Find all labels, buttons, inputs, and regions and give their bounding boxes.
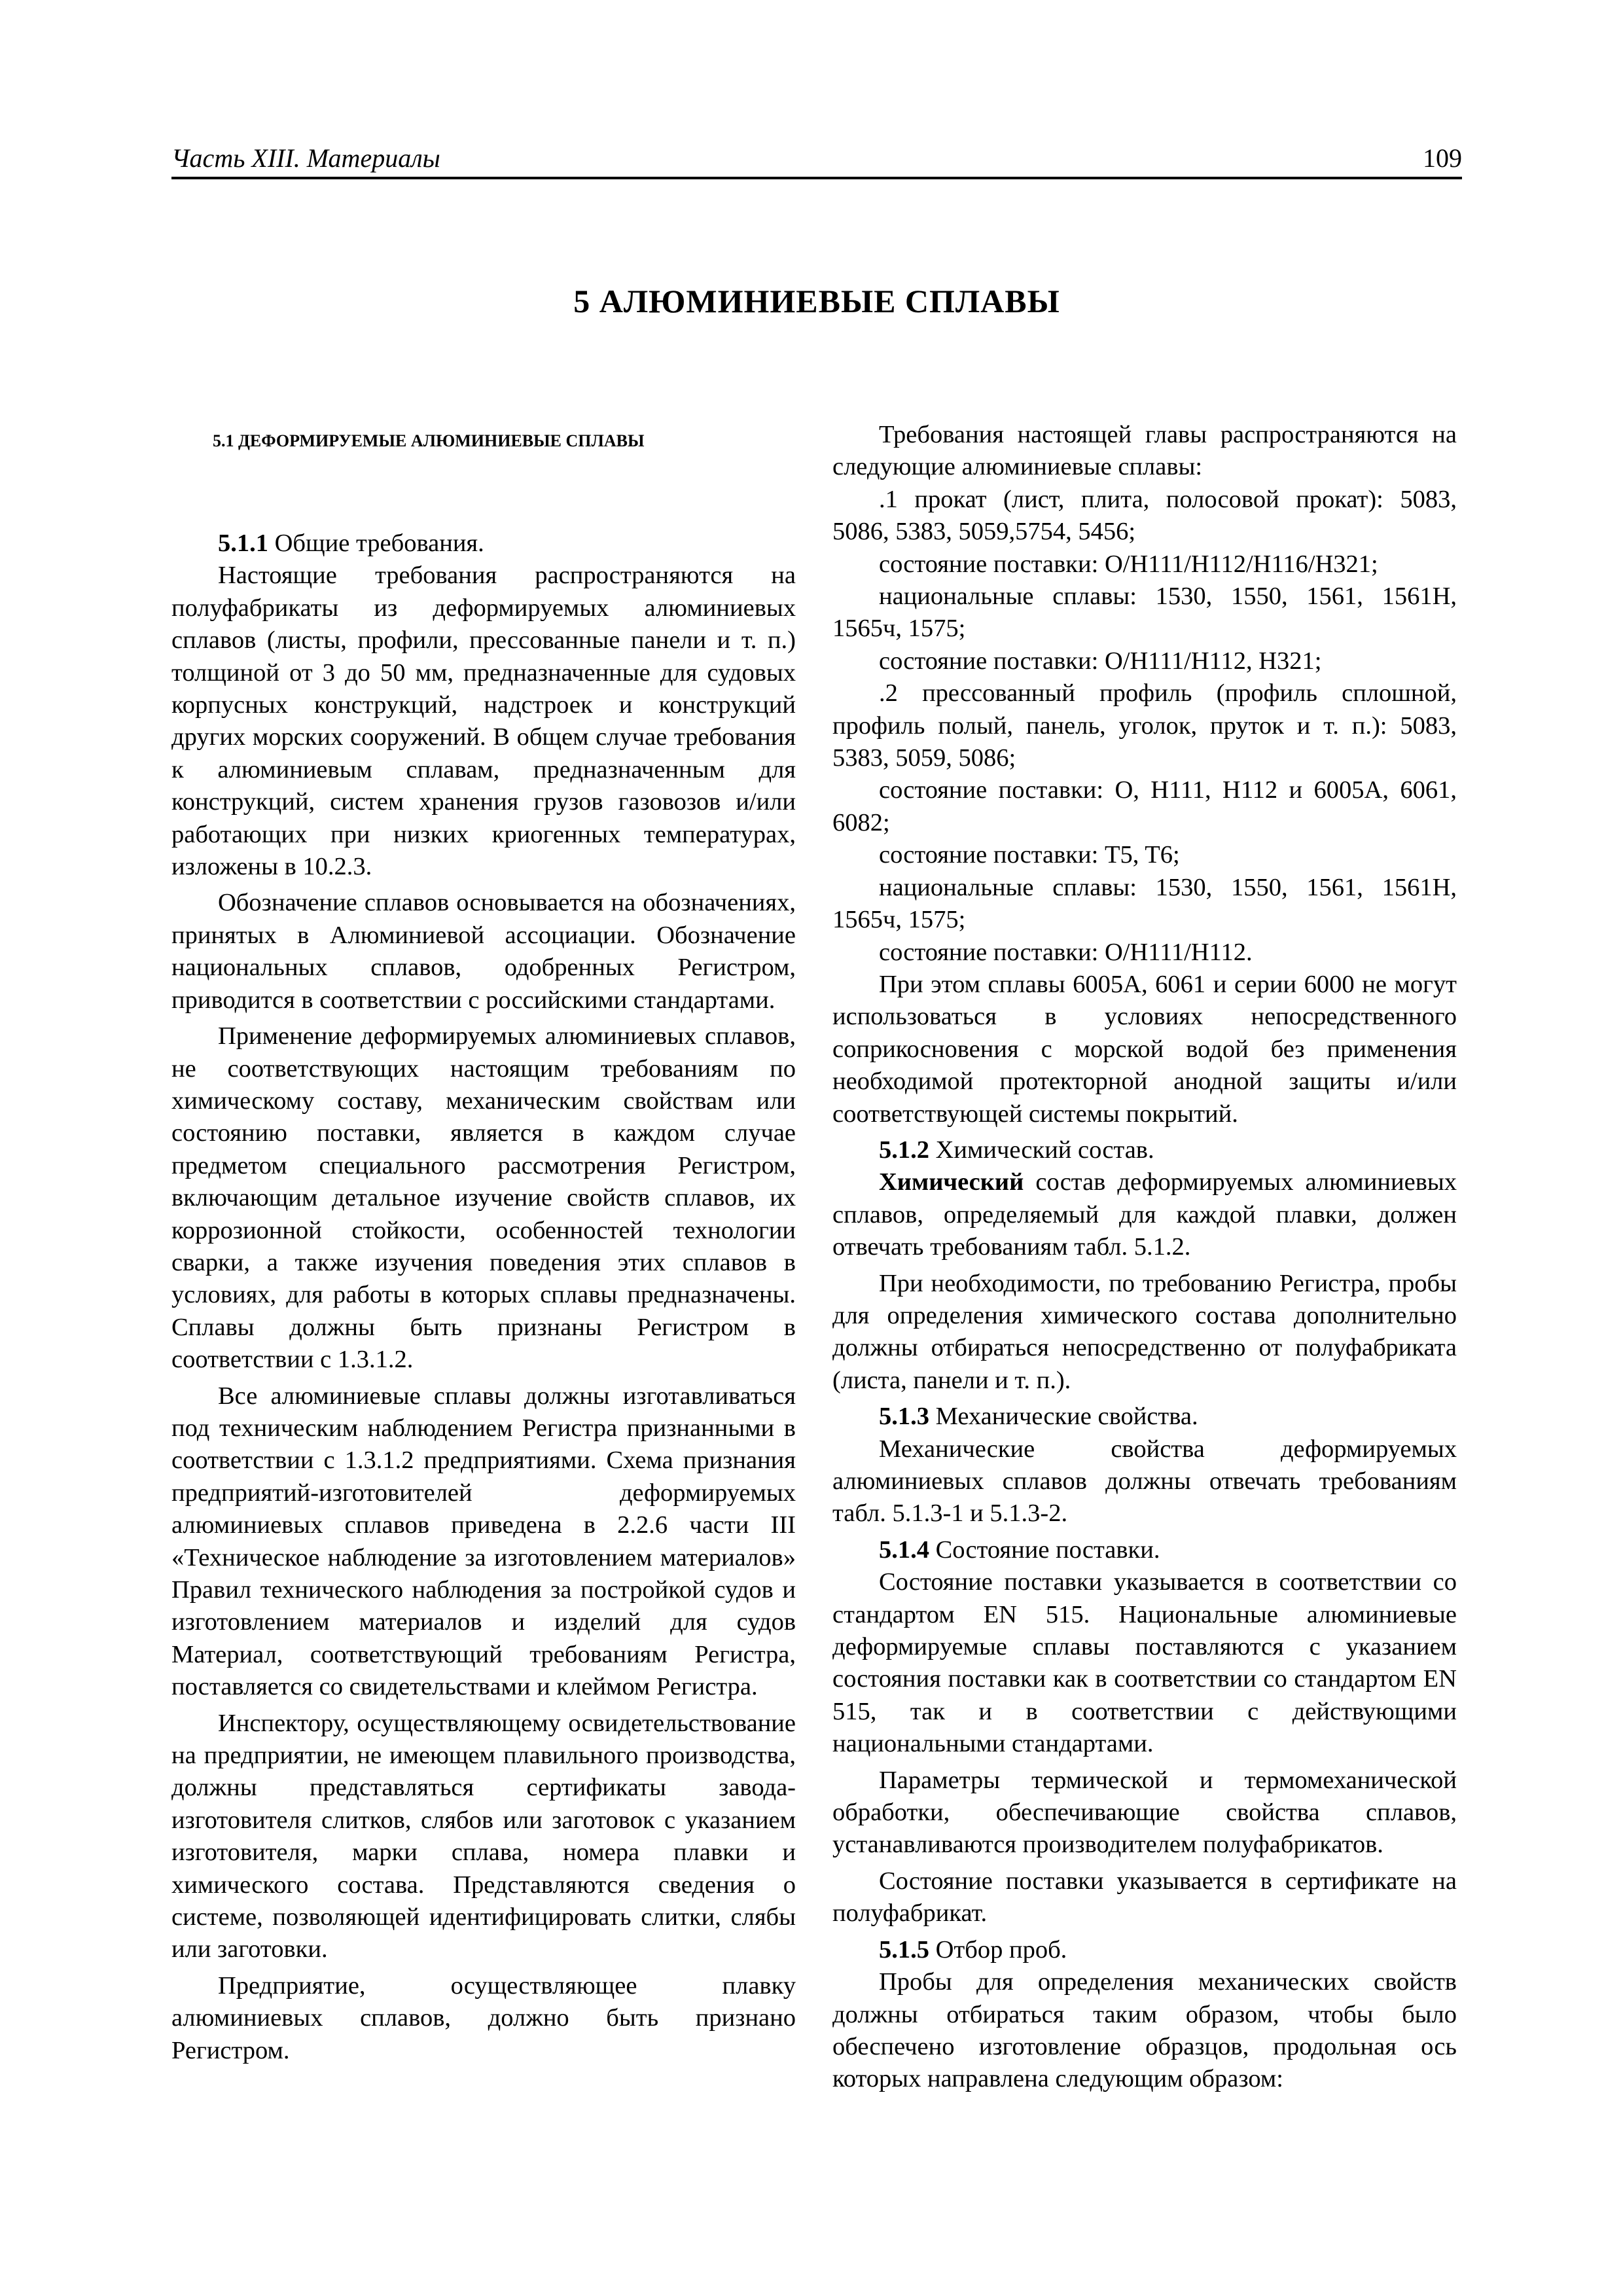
- subsection-number: 5.1.1: [218, 529, 268, 557]
- paragraph: При необходимости, по требованию Регистра, пробы для определения химического состава дополнительно должны отбираться непосредственно от полуфабриката (листа, панели и т. п.).: [832, 1269, 1457, 1394]
- paragraph: Состояние поставки указывается в сертификате на полуфабрикат.: [832, 1867, 1457, 1928]
- chapter-title: 5 АЛЮМИНИЕВЫЕ СПЛАВЫ: [573, 283, 1060, 319]
- subsection-heading: [832, 1934, 1457, 1966]
- right-column: [832, 419, 1457, 2100]
- paragraph: Применение деформируемых алюминиевых сплавов, не соответствующих настоящим требованиям по химическому составу, механическим свойствам или состоянию поставки, является в каждом случае предметом специального рассмотрения Регистром, включающим детальное изучение свойств сплавов, их коррозионной стойкости, особенностей технологии сварки, а также изучения поведения этих сплавов в условиях, для работы в которых сплавы предназначены. Сплавы должны быть признаны Регистром в соответствии с 1.3.1.2.: [171, 1022, 796, 1374]
- paragraph: Состояние поставки указывается в соответствии со стандартом EN 515. Национальные алюминиевые деформируемые сплавы поставляются с указанием состояния поставки как в соответствии со стандартом EN 515, так и в соответствии с действующими национальными стандартами.: [832, 1568, 1457, 1758]
- paragraph: Предприятие, осуществляющее плавку алюминиевых сплавов, должно быть признано Регистром.: [171, 1971, 796, 2064]
- page-number: 109: [1423, 143, 1462, 173]
- subsection-heading: [171, 528, 796, 560]
- running-title: Часть XIII. Материалы: [171, 143, 440, 173]
- subsection-number: 5.1.5: [879, 1935, 929, 1964]
- paragraph: Настоящие требования распространяются на полуфабрикаты из деформируемых алюминиевых сплавов (листы, профили, прессованные панели и т. п.) толщиной от 3 до 50 мм, предназначенные для судовых корпусных конструкций, надстроек и конструкций других морских сооружений. В общем случае требования к алюминиевым сплавам, предназначенным для конструкций, систем хранения грузов газовозов и/или работающих при низких криогенных температурах, изложены в 10.2.3.: [171, 562, 796, 881]
- list-line: .2 прессованный профиль (профиль сплошной, профиль полый, панель, уголок, пруток и т. п.): 5083, 5383, 5059, 5086;: [832, 679, 1457, 772]
- running-header: [171, 143, 1462, 179]
- list-line: состояние поставки: O/H111/H112/H116/H321;: [879, 550, 1378, 578]
- list-line: .1 прокат (лист, плита, полосовой прокат): 5083, 5086, 5383, 5059,5754, 5456;: [832, 485, 1457, 546]
- subsection-number: 5.1.3: [879, 1403, 929, 1431]
- list-line: состояние поставки: O/H111/H112, H321;: [879, 647, 1322, 675]
- list-line: национальные сплавы: 1530, 1550, 1561, 1561Н, 1565ч, 1575;: [832, 583, 1457, 643]
- list-line: национальные сплавы: 1530, 1550, 1561, 1561Н, 1565ч, 1575;: [832, 873, 1457, 934]
- subsection-number: 5.1.2: [879, 1136, 929, 1164]
- left-column: [171, 419, 796, 2071]
- paragraph-text: состав деформируемых алюминиевых сплавов, определяемый для каждой плавки, должен отвечать требованиям табл. 5.1.2.: [832, 1168, 1457, 1261]
- paragraph: Все алюминиевые сплавы должны изготавливаться под техническим наблюдением Регистра признанными в соответствии с 1.3.1.2 предприятиями. Схема признания предприятий-изготовителей деформируемых алюминиевых сплавов приведена в 2.2.6 части III «Техническое наблюдение за изготовлением материалов» Правил технического наблюдения за постройкой судов и изготовлением материалов и изделий для судов Материал, соответствующий требованиям Регистра, поставляется со свидетельствами и клеймом Регистра.: [171, 1382, 796, 1701]
- subsection-title: Состояние поставки.: [929, 1535, 1160, 1564]
- paragraph: [832, 1166, 1457, 1263]
- list-line: состояние поставки: O/H111/H112.: [879, 938, 1253, 966]
- subsection-number: 5.1.4: [879, 1535, 929, 1564]
- subsection-title: Механические свойства.: [929, 1403, 1198, 1431]
- list-line: состояние поставки: T5, T6;: [879, 841, 1180, 869]
- subsection-title: Общие требования.: [268, 529, 484, 557]
- section-title: 5.1 ДЕФОРМИРУЕМЫЕ АЛЮМИНИЕВЫЕ СПЛАВЫ: [213, 431, 645, 450]
- subsection-heading: [832, 1534, 1457, 1566]
- subsection-title: Отбор проб.: [929, 1935, 1067, 1964]
- subsection-heading: [832, 1134, 1457, 1166]
- paragraph: Требования настоящей главы распространяются на следующие алюминиевые сплавы:: [832, 421, 1457, 481]
- subsection-heading: [832, 1401, 1457, 1433]
- subsection-title: Химический состав.: [929, 1136, 1154, 1164]
- bold-lead-word: Химический: [879, 1168, 1024, 1196]
- paragraph: Пробы для определения механических свойств должны отбираться таким образом, чтобы было обеспечено изготовление образцов, продольная ось которых направлена следующим образом:: [832, 1968, 1457, 2093]
- paragraph: Механические свойства деформируемых алюминиевых сплавов должны отвечать требованиям табл. 5.1.3-1 и 5.1.3-2.: [832, 1435, 1457, 1528]
- paragraph: Параметры термической и термомеханической обработки, обеспечивающие свойства сплавов, устанавливаются производителем полуфабрикатов.: [832, 1766, 1457, 1859]
- list-line: состояние поставки: O, H111, H112 и 6005А, 6061, 6082;: [832, 776, 1457, 836]
- paragraph: Обозначение сплавов основывается на обозначениях, принятых в Алюминиевой ассоциации. Обозначение национальных сплавов, одобренных Регистром, приводится в соответствии с российскими стандартами.: [171, 889, 796, 1014]
- paragraph: При этом сплавы 6005А, 6061 и серии 6000 не могут использоваться в условиях непосредственного соприкосновения с морской водой без применения необходимой протекторной анодной защиты и/или соответствующей системы покрытий.: [832, 970, 1457, 1128]
- paragraph: Инспектору, осуществляющему освидетельствование на предприятии, не имеющем плавильного производства, должны представляться сертификаты завода-изготовителя слитков, слябов или заготовок с указанием изготовителя, марки сплава, номера плавки и химического состава. Представляются сведения о системе, позволяющей идентифицировать слитки, слябы или заготовки.: [171, 1709, 796, 1964]
